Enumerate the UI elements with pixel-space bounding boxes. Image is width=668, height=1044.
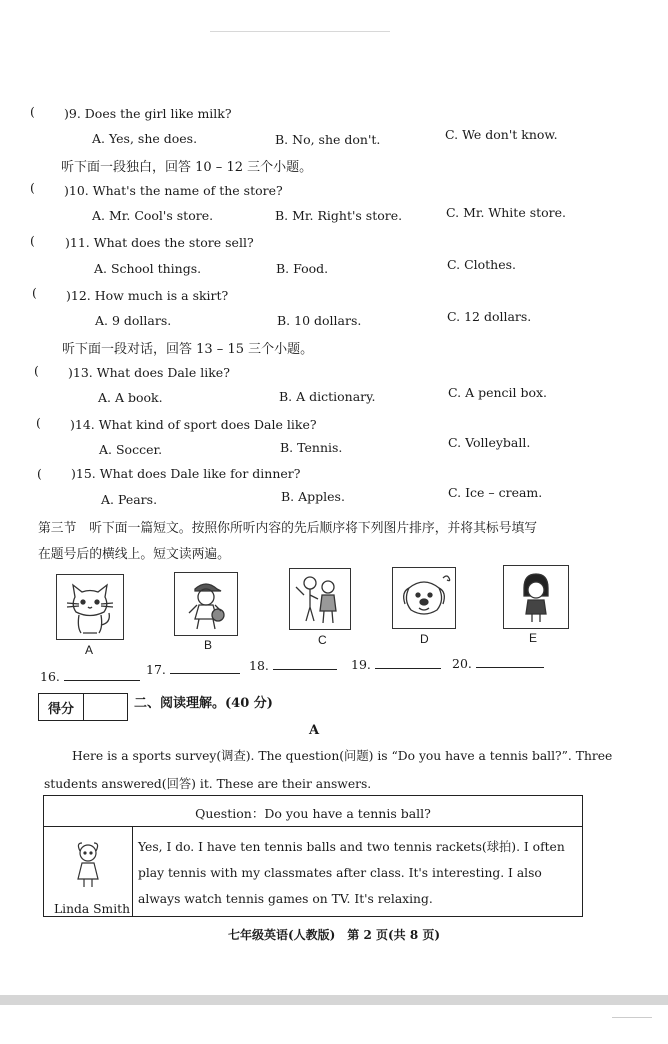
scan-edge-band — [0, 995, 668, 1005]
student-girl-icon — [68, 839, 108, 889]
boy-ball-icon — [174, 572, 238, 636]
q10-option-a: A. Mr. Cool's store. — [92, 208, 214, 223]
answer-blank-20[interactable]: 20. — [452, 655, 544, 671]
bottom-decor-line — [612, 1017, 652, 1018]
student-answer: Yes, I do. I have ten tennis balls and two tennis rackets(球拍). I often play tennis with my classmates after class. It's interesting. I also always watch tennis games on TV. It's relaxing. — [138, 840, 565, 906]
q15-option-a: A. Pears. — [101, 492, 158, 507]
q10-option-c: C. Mr. White store. — [446, 205, 567, 220]
q13-option-c: C. A pencil box. — [448, 385, 548, 400]
q11-option-a: A. School things. — [94, 261, 202, 276]
survey-question: Question：Do you have a tennis ball? — [195, 806, 431, 821]
q9-option-b: B. No, she don't. — [275, 132, 381, 147]
answer-blank-16[interactable]: 16. — [40, 668, 140, 684]
picture-label-c: C — [318, 633, 327, 647]
girl-icon — [503, 565, 569, 629]
q11-option-b: B. Food. — [276, 261, 329, 276]
q10-text: )10. What's the name of the store? — [64, 183, 283, 198]
dialogue-instruction: 听下面一段对话，回答 13 – 15 三个小题。 — [62, 342, 314, 357]
monologue-instruction: 听下面一段独白，回答 10 – 12 三个小题。 — [61, 160, 313, 175]
part2-heading: 二、阅读理解。(40 分) — [134, 696, 273, 711]
q11-paren: ( — [30, 233, 35, 248]
q14-paren: ( — [36, 415, 41, 430]
two-people-icon — [289, 568, 351, 630]
section3-instruction-line2: 在题号后的横线上。短文读两遍。 — [38, 547, 230, 562]
q14-text: )14. What kind of sport does Dale like? — [70, 417, 317, 432]
q14-option-b: B. Tennis. — [280, 440, 343, 455]
q9-option-c: C. We don't know. — [445, 127, 558, 142]
answer-blank-19[interactable]: 19. — [351, 656, 441, 672]
dog-icon — [392, 567, 456, 629]
q12-paren: ( — [32, 285, 37, 300]
q15-paren: ( — [37, 466, 42, 481]
picture-label-e: E — [529, 631, 538, 645]
q14-option-a: A. Soccer. — [99, 442, 163, 457]
page-footer: 七年级英语(人教版) 第 2 页(共 8 页) — [227, 928, 441, 942]
answer-blank-17[interactable]: 17. — [146, 661, 240, 677]
q12-text: )12. How much is a skirt? — [66, 288, 229, 303]
picture-label-b: B — [204, 638, 213, 652]
picture-label-d: D — [420, 632, 429, 646]
student-name: Linda Smith — [54, 902, 131, 916]
survey-question-header — [44, 796, 582, 827]
picture-label-a: A — [85, 643, 94, 657]
student-cell — [44, 827, 133, 916]
q15-text: )15. What does Dale like for dinner? — [71, 466, 301, 481]
q12-option-a: A. 9 dollars. — [95, 313, 172, 328]
q12-option-b: B. 10 dollars. — [277, 313, 362, 328]
survey-table — [43, 795, 583, 917]
q13-text: )13. What does Dale like? — [68, 365, 230, 380]
passage-intro-line1: Here is a sports survey(调查). The question(问题) is “Do you have a tennis ball?”. Three — [72, 749, 613, 763]
q11-option-c: C. Clothes. — [447, 257, 517, 272]
answer-blank-18[interactable]: 18. — [249, 657, 337, 673]
q12-option-c: C. 12 dollars. — [447, 309, 532, 324]
passage-label: A — [309, 723, 320, 738]
q10-paren: ( — [30, 180, 35, 195]
section3-instruction-line1: 第三节 听下面一篇短文。按照你所听内容的先后顺序将下列图片排序，并将其标号填写 — [38, 521, 538, 536]
top-decor-line — [210, 31, 390, 32]
q13-option-b: B. A dictionary. — [279, 389, 376, 404]
score-box — [38, 693, 128, 721]
q15-option-c: C. Ice – cream. — [448, 485, 543, 500]
q11-text: )11. What does the store sell? — [65, 235, 254, 250]
q13-paren: ( — [34, 363, 39, 378]
cat-icon — [56, 574, 124, 640]
q9-option-a: A. Yes, she does. — [92, 131, 198, 146]
q15-option-b: B. Apples. — [281, 489, 345, 504]
q9-text: )9. Does the girl like milk? — [64, 106, 232, 121]
q14-option-c: C. Volleyball. — [448, 435, 531, 450]
passage-intro-line2: students answered(回答) it. These are their answers. — [44, 777, 372, 791]
q13-option-a: A. A book. — [98, 390, 163, 405]
q9-paren: ( — [30, 104, 35, 119]
score-label: 得分 — [39, 694, 84, 720]
score-field[interactable] — [84, 694, 127, 720]
q10-option-b: B. Mr. Right's store. — [275, 208, 403, 223]
